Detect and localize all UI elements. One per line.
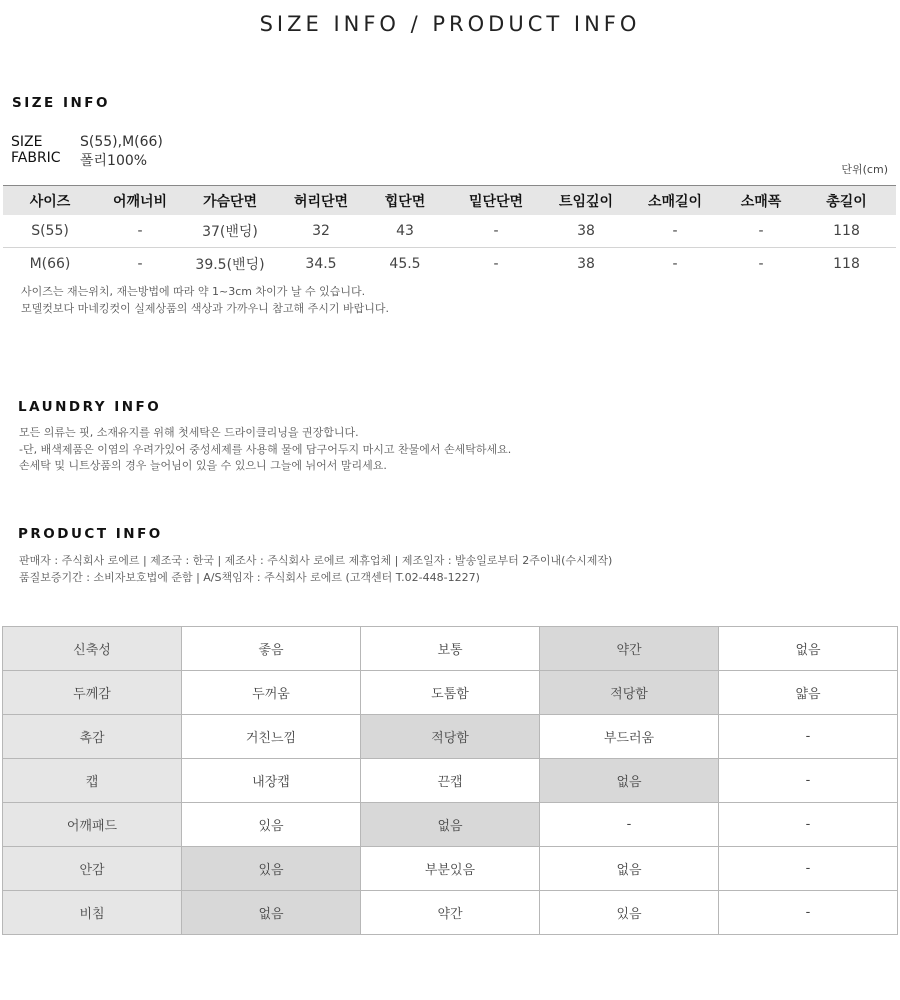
property-name: 어깨패드 — [3, 803, 182, 847]
laundry-info-heading: LAUNDRY INFO — [18, 399, 162, 415]
table-cell: - — [725, 215, 797, 248]
table-cell: - — [758, 256, 764, 272]
property-option: 끈캡 — [361, 759, 540, 803]
property-option-selected: 없음 — [540, 759, 719, 803]
property-option-selected: 약간 — [540, 627, 719, 671]
property-option-selected: 적당함 — [361, 715, 540, 759]
size-note-line: 사이즈는 재는위치, 재는방법에 따라 약 1~3cm 차이가 날 수 있습니다. — [21, 285, 366, 298]
property-option: 있음 — [540, 891, 719, 935]
property-option: 좋음 — [182, 627, 361, 671]
property-name: 캡 — [3, 759, 182, 803]
property-name: 신축성 — [3, 627, 182, 671]
table-cell: - — [625, 215, 725, 248]
table-cell: - — [672, 256, 678, 272]
table-cell: M(66) — [29, 256, 71, 272]
table-row — [3, 248, 896, 281]
laundry-line: 손세탁 및 니트상품의 경우 늘어님이 있을 수 있으니 그늘에 뉘어서 말리세요. — [19, 459, 387, 472]
column-header: 트임깊이 — [547, 186, 625, 216]
product-line: 판매자 : 주식회사 로에르 | 제조국 : 한국 | 제조사 : 주식회사 로에르 제휴업체 | 제조일자 : 발송일로부터 2주이내(수시제작) — [19, 554, 613, 567]
laundry-notes — [19, 425, 511, 475]
column-header: 가슴단면 — [183, 186, 277, 216]
column-header: 밑단단면 — [445, 186, 547, 216]
property-option: - — [719, 759, 898, 803]
property-option: - — [719, 891, 898, 935]
property-row — [3, 759, 898, 803]
table-cell: 45.5 — [389, 256, 421, 272]
property-option: 내장캡 — [182, 759, 361, 803]
property-option: - — [540, 803, 719, 847]
property-option: 도톰함 — [361, 671, 540, 715]
property-option: 약간 — [361, 891, 540, 935]
column-header: 힙단면 — [365, 186, 445, 216]
property-option: 얇음 — [719, 671, 898, 715]
property-row — [3, 891, 898, 935]
fabric-properties-table — [2, 626, 898, 935]
property-row — [3, 847, 898, 891]
product-line: 품질보증기간 : 소비자보호법에 준함 | A/S책임자 : 주식회사 로에르 (고객센터 T.02-448-1227) — [19, 570, 480, 584]
table-cell: 43 — [365, 215, 445, 248]
property-option: 있음 — [182, 803, 361, 847]
property-option-selected: 없음 — [361, 803, 540, 847]
property-option: 거친느낌 — [182, 715, 361, 759]
size-table — [3, 185, 896, 280]
laundry-line: 모든 의류는 핏, 소재유지를 위해 첫세탁은 드라이클리닝을 권장합니다. — [19, 426, 359, 439]
property-name: 두께감 — [3, 671, 182, 715]
table-cell: S(55) — [3, 215, 97, 248]
property-option: 부드러움 — [540, 715, 719, 759]
product-info-heading: PRODUCT INFO — [18, 526, 163, 542]
column-header: 어깨너비 — [97, 186, 183, 216]
size-info-heading: SIZE INFO — [12, 95, 110, 111]
column-header: 허리단면 — [277, 186, 365, 216]
property-option: 없음 — [540, 847, 719, 891]
size-note-line: 모델컷보다 마네킹컷이 실제상품의 색상과 가까우니 참고해 주시기 바랍니다. — [21, 301, 390, 315]
table-cell: 37(밴딩) — [183, 215, 277, 248]
table-cell: 38 — [577, 256, 595, 272]
table-row — [3, 215, 896, 248]
property-option: 없음 — [719, 627, 898, 671]
table-cell: 32 — [277, 215, 365, 248]
property-option: - — [719, 847, 898, 891]
property-name: 촉감 — [3, 715, 182, 759]
unit-label: 단위(cm) — [841, 163, 888, 176]
table-cell: 38 — [547, 215, 625, 248]
page-title: SIZE INFO / PRODUCT INFO — [259, 12, 641, 36]
table-cell: 39.5(밴딩) — [195, 257, 265, 273]
property-name: 안감 — [3, 847, 182, 891]
size-value: S(55),M(66) — [80, 134, 163, 150]
size-label: SIZE — [11, 134, 43, 150]
column-header: 소매길이 — [625, 186, 725, 216]
column-header: 총길이 — [797, 186, 896, 216]
property-row — [3, 803, 898, 847]
fabric-label: FABRIC — [11, 150, 61, 166]
column-header: 사이즈 — [3, 186, 97, 216]
property-option: - — [719, 803, 898, 847]
laundry-line: -단, 배색제품은 이염의 우려가있어 중성세제를 사용해 물에 담구어두지 마시고 찬물에서 손세탁하세요. — [19, 442, 512, 456]
table-cell: - — [137, 256, 143, 272]
property-row — [3, 671, 898, 715]
table-cell: - — [97, 215, 183, 248]
size-notes — [21, 284, 389, 317]
property-option-selected: 없음 — [182, 891, 361, 935]
table-cell: 34.5 — [305, 256, 337, 272]
table-cell: 118 — [833, 256, 860, 272]
fabric-value: 폴리100% — [80, 153, 148, 169]
product-notes — [19, 553, 612, 586]
property-name: 비침 — [3, 891, 182, 935]
table-cell: 118 — [797, 215, 896, 248]
table-cell: - — [493, 256, 499, 272]
column-header: 소매폭 — [725, 186, 797, 216]
table-cell: - — [445, 215, 547, 248]
property-option-selected: 적당함 — [540, 671, 719, 715]
property-option: 보통 — [361, 627, 540, 671]
property-row — [3, 627, 898, 671]
property-option-selected: 있음 — [182, 847, 361, 891]
size-table-header — [3, 186, 896, 216]
property-row — [3, 715, 898, 759]
property-option: - — [719, 715, 898, 759]
property-option: 두꺼움 — [182, 671, 361, 715]
property-option: 부분있음 — [361, 847, 540, 891]
